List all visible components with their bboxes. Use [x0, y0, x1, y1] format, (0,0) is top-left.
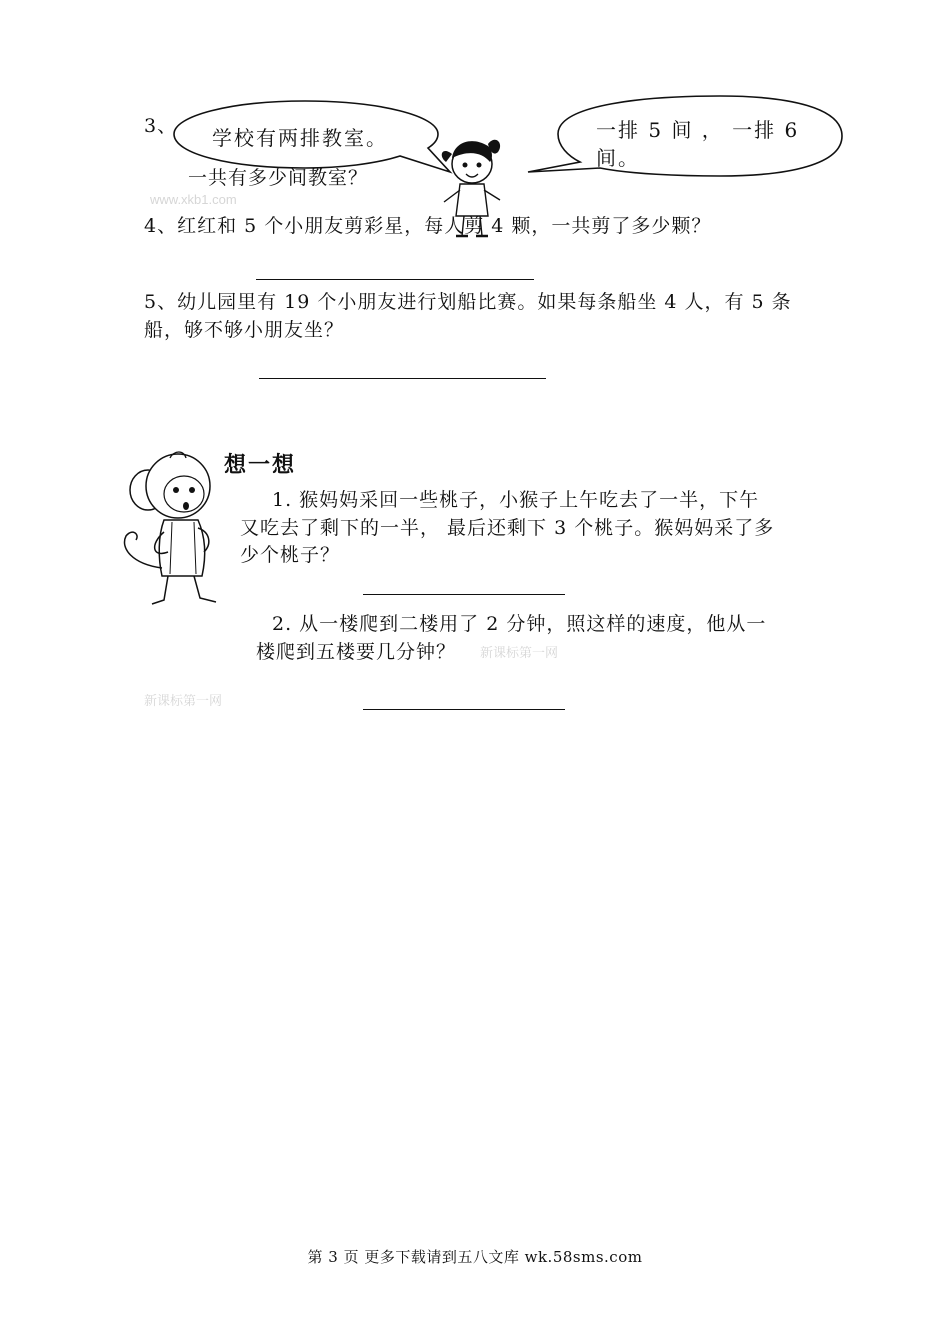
- page-footer: 第 3 页 更多下载请到五八文库 wk.58sms.com: [307, 1248, 643, 1266]
- q4-text: 4、红红和 5 个小朋友剪彩星，每人剪 4 颗，一共剪了多少颗？: [144, 215, 712, 237]
- think-heading: 想一想: [224, 452, 297, 478]
- think-p1-line2: 又吃去了剩下的一半， 最后还剩下 3 个桃子。猴妈妈采了多: [240, 517, 775, 539]
- bubble-right-line1: 一排 5 间 ， 一排 6: [596, 118, 800, 142]
- watermark-mid: 新课标第一网: [480, 645, 559, 660]
- monkey-illustration: [112, 448, 242, 613]
- bubble-left-text: 学校有两排教室。: [212, 126, 388, 150]
- think-p2-line2: 楼爬到五楼要几分钟？: [256, 641, 457, 663]
- q5-line1: 5、幼儿园里有 19 个小朋友进行划船比赛。如果每条船坐 4 人，有 5 条: [144, 291, 792, 313]
- q3-question: 一共有多少间教室？: [188, 167, 369, 189]
- think-p2-answer-line: [363, 709, 565, 710]
- think-p1-line1: 1. 猴妈妈采回一些桃子，小猴子上午吃去了一半，下午: [272, 489, 760, 511]
- watermark-top: www.xkb1.com: [150, 192, 237, 207]
- bubble-right-line2: 间。: [596, 146, 640, 170]
- think-p2-line1: 2. 从一楼爬到二楼用了 2 分钟，照这样的速度，他从一: [272, 613, 767, 635]
- q4-answer-line: [256, 279, 534, 280]
- think-p1-line3: 少个桃子？: [240, 544, 341, 566]
- q5-line2: 船，够不够小朋友坐？: [144, 319, 345, 341]
- q3-number: 3、: [144, 115, 178, 137]
- q5-answer-line: [259, 378, 546, 379]
- watermark-left: 新课标第一网: [144, 693, 223, 708]
- think-p1-answer-line: [363, 594, 565, 595]
